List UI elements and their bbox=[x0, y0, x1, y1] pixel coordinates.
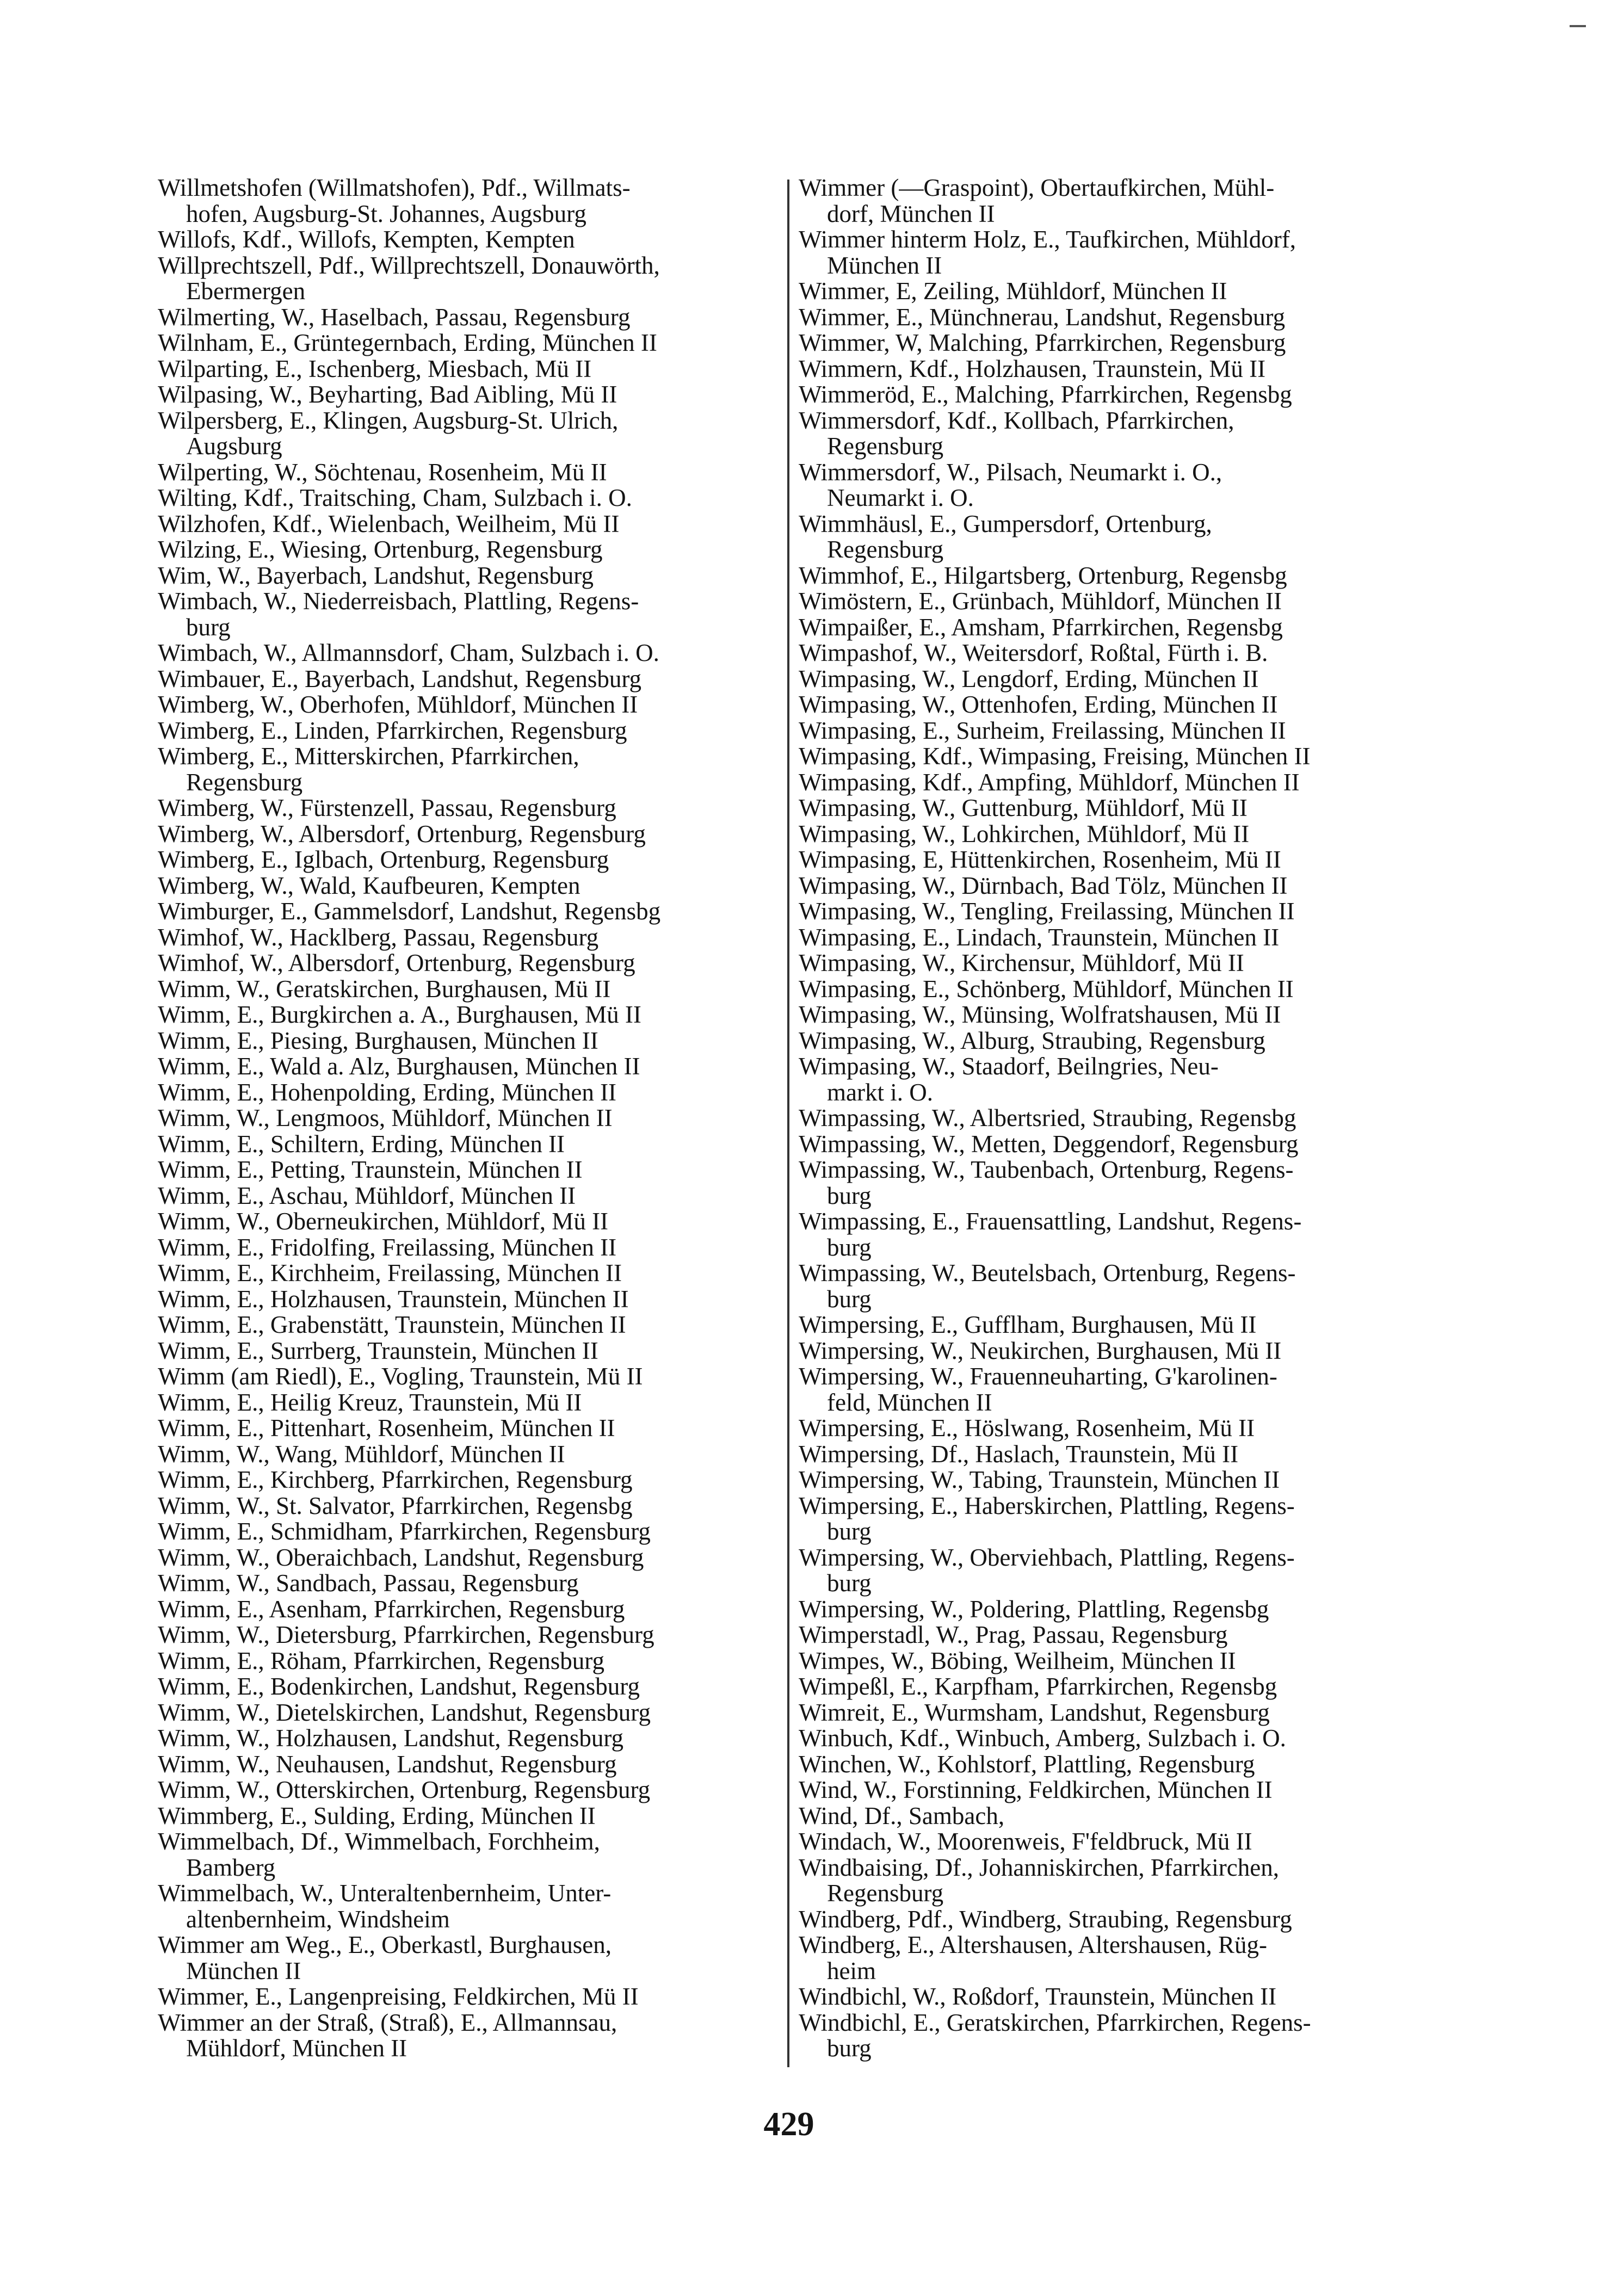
gazetteer-entry bbox=[799, 1157, 1452, 1209]
entry-continuation-line: heim bbox=[827, 1957, 876, 1985]
entry-line: Wimm, E., Piesing, Burghausen, München II bbox=[158, 1027, 598, 1054]
entry-line: Wimmeröd, E., Malching, Pfarrkirchen, Regensbg bbox=[799, 381, 1292, 408]
gazetteer-entry bbox=[799, 873, 1452, 899]
gazetteer-entry bbox=[799, 1002, 1452, 1028]
entry-line: Wimmelbach, Df., Wimmelbach, Forchheim, bbox=[158, 1828, 600, 1855]
entry-line: Wimm, E., Fridolfing, Freilassing, München II bbox=[158, 1233, 617, 1261]
gazetteer-entry bbox=[158, 1390, 783, 1416]
gazetteer-entry bbox=[799, 1260, 1452, 1312]
entry-line: Windbichl, E., Geratskirchen, Pfarrkirchen, Regens- bbox=[799, 2008, 1311, 2036]
entry-line: Wind, W., Forstinning, Feldkirchen, München II bbox=[799, 1776, 1273, 1803]
entry-line: Wimpersing, W., Oberviehbach, Plattling, Regens- bbox=[799, 1543, 1295, 1571]
entry-line: Wimpassing, W., Taubenbach, Ortenburg, Regens- bbox=[799, 1156, 1294, 1183]
entry-continuation-line: Neumarkt i. O. bbox=[827, 484, 974, 511]
gazetteer-entry bbox=[158, 1132, 783, 1158]
left-column bbox=[158, 175, 783, 2062]
entry-line: Winchen, W., Kohlstorf, Plattling, Regensburg bbox=[799, 1750, 1255, 1778]
gazetteer-entry bbox=[158, 1803, 783, 1829]
entry-line: Wimpersing, E., Höslwang, Rosenheim, Mü II bbox=[799, 1414, 1255, 1442]
entry-line: Wimm, W., St. Salvator, Pfarrkirchen, Regensbg bbox=[158, 1492, 633, 1519]
entry-line: Wimm (am Riedl), E., Vogling, Traunstein, Mü II bbox=[158, 1363, 643, 1390]
entry-line: Wimm, E., Burgkirchen a. A., Burghausen, Mü II bbox=[158, 1001, 641, 1028]
entry-line: Wimm, W., Oberaichbach, Landshut, Regensburg bbox=[158, 1543, 644, 1571]
entry-line: Wimm, W., Dietelskirchen, Landshut, Regensburg bbox=[158, 1698, 651, 1726]
entry-continuation-line: burg bbox=[827, 1182, 872, 1209]
gazetteer-entry bbox=[799, 615, 1452, 641]
entry-continuation-line: Bamberg bbox=[186, 1853, 276, 1881]
entry-continuation-line: burg bbox=[827, 2035, 872, 2062]
entry-line: Wimpasing, W., Lohkirchen, Mühldorf, Mü II bbox=[799, 820, 1250, 848]
entry-line: Wimpassing, W., Metten, Deggendorf, Regensburg bbox=[799, 1130, 1299, 1158]
page-number: 429 bbox=[763, 2106, 814, 2143]
gazetteer-entry bbox=[799, 511, 1452, 563]
gazetteer-entry bbox=[799, 1622, 1452, 1648]
entry-line: Wimmer, E., Münchnerau, Landshut, Regensburg bbox=[799, 303, 1286, 331]
gazetteer-entry bbox=[158, 356, 783, 382]
gazetteer-entry bbox=[799, 1829, 1452, 1855]
entry-line: Wimreit, E., Wurmsham, Landshut, Regensburg bbox=[799, 1698, 1270, 1726]
gazetteer-entry bbox=[158, 408, 783, 460]
entry-line: Wimm, W., Otterskirchen, Ortenburg, Regensburg bbox=[158, 1776, 651, 1803]
entry-continuation-line: hofen, Augsburg-St. Johannes, Augsburg bbox=[186, 200, 586, 227]
entry-line: Wimberg, W., Wald, Kaufbeuren, Kempten bbox=[158, 871, 581, 899]
gazetteer-entry bbox=[158, 227, 783, 253]
gazetteer-entry bbox=[158, 1622, 783, 1648]
gazetteer-entry bbox=[158, 1157, 783, 1183]
entry-line: Wimpasing, E., Schönberg, Mühldorf, München II bbox=[799, 975, 1294, 1003]
entry-continuation-line: burg bbox=[827, 1285, 872, 1313]
gazetteer-entry bbox=[799, 227, 1452, 279]
gazetteer-entry bbox=[158, 1752, 783, 1778]
entry-line: Wimpes, W., Böbing, Weilheim, München II bbox=[799, 1647, 1236, 1674]
gazetteer-entry bbox=[158, 563, 783, 589]
entry-line: Wimhof, W., Albersdorf, Ortenburg, Regensburg bbox=[158, 949, 635, 976]
entry-line: Wimpasing, W., Kirchensur, Mühldorf, Mü II bbox=[799, 949, 1244, 976]
entry-line: Wimpasing, W., Alburg, Straubing, Regensburg bbox=[799, 1027, 1265, 1054]
gazetteer-entry bbox=[158, 1467, 783, 1493]
gazetteer-entry bbox=[158, 1105, 783, 1132]
entry-line: Wimm, E., Schmidham, Pfarrkirchen, Regensburg bbox=[158, 1518, 651, 1545]
entry-line: Wimm, E., Aschau, Mühldorf, München II bbox=[158, 1182, 576, 1209]
entry-line: Wilmerting, W., Haselbach, Passau, Regensburg bbox=[158, 303, 631, 331]
entry-line: Wimmer hinterm Holz, E., Taufkirchen, Mühldorf, bbox=[799, 226, 1296, 253]
entry-line: Wimberg, E., Linden, Pfarrkirchen, Regensburg bbox=[158, 716, 627, 744]
entry-line: Wimpasing, Kdf., Wimpasing, Freising, München II bbox=[799, 743, 1311, 770]
entry-line: Wilpersberg, E., Klingen, Augsburg-St. Ulrich, bbox=[158, 406, 619, 434]
entry-continuation-line: markt i. O. bbox=[827, 1078, 933, 1106]
entry-continuation-line: Regensburg bbox=[827, 432, 944, 460]
gazetteer-entry bbox=[158, 1002, 783, 1028]
entry-line: Wimpasing, W., Dürnbach, Bad Tölz, München II bbox=[799, 871, 1288, 899]
entry-line: Wim, W., Bayerbach, Landshut, Regensburg bbox=[158, 561, 594, 589]
gazetteer-entry bbox=[799, 899, 1452, 925]
entry-line: Wimpasing, E, Hüttenkirchen, Rosenheim, Mü II bbox=[799, 846, 1281, 873]
gazetteer-entry bbox=[799, 950, 1452, 976]
entry-line: Wimperstadl, W., Prag, Passau, Regensburg bbox=[799, 1621, 1228, 1648]
gazetteer-entry bbox=[158, 1984, 783, 2010]
entry-line: Wimm, W., Geratskirchen, Burghausen, Mü II bbox=[158, 975, 611, 1003]
entry-line: Wimmberg, E., Sulding, Erding, München II bbox=[158, 1802, 596, 1829]
gazetteer-entry bbox=[158, 175, 783, 227]
gazetteer-entry bbox=[158, 1829, 783, 1881]
entry-line: Wimmern, Kdf., Holzhausen, Traunstein, Mü II bbox=[799, 355, 1266, 382]
gazetteer-entry bbox=[158, 1493, 783, 1519]
entry-line: Wimpasing, E., Lindach, Traunstein, München II bbox=[799, 923, 1280, 951]
gazetteer-entry bbox=[158, 253, 783, 305]
entry-line: Wimöstern, E., Grünbach, Mühldorf, München II bbox=[799, 588, 1282, 615]
gazetteer-entry bbox=[158, 1287, 783, 1313]
entry-line: Wimpersing, W., Poldering, Plattling, Regensbg bbox=[799, 1595, 1269, 1623]
gazetteer-entry bbox=[799, 1364, 1452, 1415]
entry-line: Wimpaißer, E., Amsham, Pfarrkirchen, Regensbg bbox=[799, 613, 1283, 641]
gazetteer-entry bbox=[799, 821, 1452, 848]
entry-line: Wimpeßl, E., Karpfham, Pfarrkirchen, Regensbg bbox=[799, 1673, 1277, 1700]
gazetteer-entry bbox=[799, 305, 1452, 331]
entry-line: Wimpasing, Kdf., Ampfing, Mühldorf, München II bbox=[799, 768, 1300, 796]
gazetteer-entry bbox=[158, 873, 783, 899]
gazetteer-entry bbox=[799, 330, 1452, 356]
gazetteer-entry bbox=[158, 950, 783, 976]
entry-line: Wimm, E., Pittenhart, Rosenheim, München II bbox=[158, 1414, 615, 1442]
gazetteer-entry bbox=[799, 1415, 1452, 1442]
entry-line: Wilzhofen, Kdf., Wielenbach, Weilheim, Mü II bbox=[158, 510, 620, 537]
entry-line: Wimm, E., Petting, Traunstein, München II bbox=[158, 1156, 583, 1183]
gazetteer-entry bbox=[799, 1132, 1452, 1158]
entry-line: Wimmer, E., Langenpreising, Feldkirchen, Mü II bbox=[158, 1983, 639, 2010]
entry-line: Wimpersing, E., Haberskirchen, Plattling, Regens- bbox=[799, 1492, 1295, 1519]
gazetteer-entry bbox=[799, 1493, 1452, 1545]
gazetteer-entry bbox=[799, 1855, 1452, 1907]
gazetteer-entry bbox=[158, 899, 783, 925]
entry-line: Wimbach, W., Allmannsdorf, Cham, Sulzbach i. O. bbox=[158, 639, 659, 666]
gazetteer-entry bbox=[799, 1054, 1452, 1105]
gazetteer-entry bbox=[799, 1700, 1452, 1726]
entry-continuation-line: Ebermergen bbox=[186, 277, 306, 305]
entry-line: Wimm, E., Kirchheim, Freilassing, München II bbox=[158, 1259, 622, 1287]
gazetteer-entry bbox=[158, 692, 783, 718]
gazetteer-entry bbox=[158, 330, 783, 356]
entry-line: Wimm, W., Oberneukirchen, Mühldorf, Mü II bbox=[158, 1208, 609, 1235]
gazetteer-entry bbox=[158, 1648, 783, 1674]
entry-line: Wimpersing, E., Gufflham, Burghausen, Mü II bbox=[799, 1311, 1257, 1338]
entry-line: Wimm, W., Neuhausen, Landshut, Regensburg bbox=[158, 1750, 617, 1778]
gazetteer-entry bbox=[158, 666, 783, 693]
gazetteer-entry bbox=[799, 925, 1452, 951]
entry-line: Wimpasing, W., Lengdorf, Erding, München II bbox=[799, 665, 1259, 693]
entry-line: Wilparting, E., Ischenberg, Miesbach, Mü II bbox=[158, 355, 592, 382]
entry-line: Wimberg, E., Mitterskirchen, Pfarrkirchen, bbox=[158, 743, 579, 770]
entry-line: Wilperting, W., Söchtenau, Rosenheim, Mü II bbox=[158, 458, 607, 486]
entry-line: Wimmelbach, W., Unteraltenbernheim, Unter- bbox=[158, 1880, 612, 1907]
gazetteer-entry bbox=[158, 847, 783, 873]
entry-continuation-line: dorf, München II bbox=[827, 200, 995, 227]
entry-line: Wimmersdorf, W., Pilsach, Neumarkt i. O., bbox=[799, 458, 1222, 486]
entry-line: Wimpasing, W., Staadorf, Beilngries, Neu- bbox=[799, 1053, 1219, 1080]
gazetteer-entry bbox=[158, 460, 783, 486]
gazetteer-entry bbox=[799, 1648, 1452, 1674]
entry-line: Windach, W., Moorenweis, F'feldbruck, Mü II bbox=[799, 1828, 1252, 1855]
entry-line: Wimburger, E., Gammelsdorf, Landshut, Regensbg bbox=[158, 898, 661, 925]
gazetteer-entry bbox=[799, 408, 1452, 460]
gazetteer-entry bbox=[158, 537, 783, 563]
entry-line: Wimm, E., Schiltern, Erding, München II bbox=[158, 1130, 565, 1158]
entry-line: Wimpasing, W., Tengling, Freilassing, München II bbox=[799, 898, 1295, 925]
gazetteer-entry bbox=[158, 976, 783, 1003]
entry-line: Wimm, E., Wald a. Alz, Burghausen, München II bbox=[158, 1053, 640, 1080]
entry-line: Wilpasing, W., Beyharting, Bad Aibling, Mü II bbox=[158, 381, 618, 408]
entry-line: Wilnham, E., Grüntegernbach, Erding, München II bbox=[158, 329, 657, 356]
entry-continuation-line: burg bbox=[827, 1569, 872, 1597]
gazetteer-entry bbox=[158, 511, 783, 537]
gazetteer-entry bbox=[158, 1364, 783, 1390]
gazetteer-entry bbox=[158, 1881, 783, 1932]
entry-continuation-line: burg bbox=[186, 613, 231, 641]
entry-line: Wimm, E., Bodenkirchen, Landshut, Regensburg bbox=[158, 1673, 640, 1700]
entry-line: Wimmhof, E., Hilgartsberg, Ortenburg, Regensbg bbox=[799, 561, 1287, 589]
gazetteer-entry bbox=[158, 1442, 783, 1468]
entry-line: Wimm, E., Kirchberg, Pfarrkirchen, Regensburg bbox=[158, 1466, 633, 1493]
entry-line: Winbuch, Kdf., Winbuch, Amberg, Sulzbach i. O. bbox=[799, 1724, 1286, 1752]
entry-line: Wimm, E., Röham, Pfarrkirchen, Regensburg bbox=[158, 1647, 604, 1674]
gazetteer-entry bbox=[799, 1984, 1452, 2010]
entry-continuation-line: Regensburg bbox=[186, 768, 303, 796]
entry-line: Wimm, E., Surrberg, Traunstein, München II bbox=[158, 1337, 598, 1364]
gazetteer-entry bbox=[158, 821, 783, 848]
entry-line: Wimpassing, E., Frauensattling, Landshut, Regens- bbox=[799, 1208, 1302, 1235]
entry-continuation-line: altenbernheim, Windsheim bbox=[186, 1905, 450, 1933]
entry-line: Windberg, Pdf., Windberg, Straubing, Regensburg bbox=[799, 1905, 1292, 1933]
entry-line: Willofs, Kdf., Willofs, Kempten, Kempten bbox=[158, 226, 575, 253]
gazetteer-entry bbox=[799, 460, 1452, 511]
gazetteer-entry bbox=[158, 1777, 783, 1803]
entry-line: Windberg, E., Altershausen, Altershausen, Rüg- bbox=[799, 1931, 1267, 1958]
gazetteer-entry bbox=[799, 1752, 1452, 1778]
gazetteer-entry bbox=[158, 1571, 783, 1597]
gazetteer-entry bbox=[799, 718, 1452, 744]
gazetteer-entry bbox=[799, 563, 1452, 589]
entry-continuation-line: München II bbox=[827, 251, 942, 279]
entry-line: Wimmer am Weg., E., Oberkastl, Burghausen, bbox=[158, 1931, 612, 1958]
gazetteer-entry bbox=[158, 1183, 783, 1209]
entry-line: Wimberg, W., Albersdorf, Ortenburg, Regensburg bbox=[158, 820, 646, 848]
gazetteer-entry bbox=[799, 1338, 1452, 1364]
gazetteer-entry bbox=[158, 1028, 783, 1054]
entry-line: Wilting, Kdf., Traitsching, Cham, Sulzbach i. O. bbox=[158, 484, 632, 511]
entry-line: Wind, Df., Sambach, bbox=[799, 1802, 1005, 1829]
entry-line: Wimm, W., Sandbach, Passau, Regensburg bbox=[158, 1569, 579, 1597]
entry-line: Wimmer, E, Zeiling, Mühldorf, München II bbox=[799, 277, 1227, 305]
gazetteer-entry bbox=[158, 1338, 783, 1364]
entry-line: Wimpersing, W., Frauenneuharting, G'karolinen- bbox=[799, 1363, 1277, 1390]
gazetteer-entry bbox=[799, 1932, 1452, 1984]
gazetteer-entry bbox=[158, 925, 783, 951]
entry-line: Wimpersing, Df., Haslach, Traunstein, Mü II bbox=[799, 1440, 1239, 1468]
entry-line: Wimbauer, E., Bayerbach, Landshut, Regensburg bbox=[158, 665, 642, 693]
entry-line: Wimpasing, W., Ottenhofen, Erding, München II bbox=[799, 691, 1278, 718]
gazetteer-entry bbox=[158, 744, 783, 795]
entry-continuation-line: München II bbox=[186, 1957, 301, 1985]
gazetteer-entry bbox=[799, 1545, 1452, 1597]
entry-line: Wimm, W., Lengmoos, Mühldorf, München II bbox=[158, 1104, 613, 1132]
entry-line: Wimberg, W., Fürstenzell, Passau, Regensburg bbox=[158, 794, 616, 821]
gazetteer-entry bbox=[158, 718, 783, 744]
gazetteer-entry bbox=[158, 1519, 783, 1545]
entry-continuation-line: Regensburg bbox=[827, 1880, 944, 1907]
gazetteer-entry bbox=[799, 279, 1452, 305]
gazetteer-entry bbox=[158, 1932, 783, 1984]
gazetteer-entry bbox=[799, 795, 1452, 821]
entry-continuation-line: Regensburg bbox=[827, 536, 944, 563]
entry-line: Wimm, E., Heilig Kreuz, Traunstein, Mü II bbox=[158, 1388, 582, 1416]
entry-line: Wimm, W., Wang, Mühldorf, München II bbox=[158, 1440, 565, 1468]
gazetteer-entry bbox=[158, 1209, 783, 1235]
gazetteer-entry bbox=[158, 640, 783, 666]
gazetteer-entry bbox=[799, 1312, 1452, 1338]
gazetteer-entry bbox=[799, 2010, 1452, 2062]
gazetteer-entry bbox=[158, 1700, 783, 1726]
entry-continuation-line: burg bbox=[827, 1518, 872, 1545]
gazetteer-entry bbox=[799, 692, 1452, 718]
entry-continuation-line: burg bbox=[827, 1233, 872, 1261]
entry-line: Wimpassing, W., Albertsried, Straubing, Regensbg bbox=[799, 1104, 1296, 1132]
gazetteer-entry bbox=[158, 1726, 783, 1752]
gazetteer-entry bbox=[799, 1907, 1452, 1933]
gazetteer-entry bbox=[158, 1597, 783, 1623]
entry-line: Wimbach, W., Niederreisbach, Plattling, Regens- bbox=[158, 588, 639, 615]
gazetteer-entry bbox=[158, 1545, 783, 1571]
gazetteer-entry bbox=[799, 356, 1452, 382]
gazetteer-entry bbox=[799, 175, 1452, 227]
gazetteer-entry bbox=[158, 1080, 783, 1106]
entry-line: Wimpasing, W., Guttenburg, Mühldorf, Mü II bbox=[799, 794, 1248, 821]
gazetteer-entry bbox=[799, 589, 1452, 615]
gazetteer-entry bbox=[799, 1674, 1452, 1700]
gazetteer-entry bbox=[158, 485, 783, 511]
entry-continuation-line: Mühldorf, München II bbox=[186, 2035, 407, 2062]
gazetteer-entry bbox=[158, 589, 783, 640]
gazetteer-entry bbox=[799, 666, 1452, 693]
gazetteer-entry bbox=[799, 847, 1452, 873]
entry-continuation-line: Augsburg bbox=[186, 432, 282, 460]
entry-line: Wimm, E., Grabenstätt, Traunstein, München II bbox=[158, 1311, 626, 1338]
gazetteer-entry bbox=[158, 1235, 783, 1261]
entry-line: Wimpasing, E., Surheim, Freilassing, München II bbox=[799, 716, 1286, 744]
entry-line: Wimpersing, W., Tabing, Traunstein, München II bbox=[799, 1466, 1280, 1493]
column-divider bbox=[787, 180, 789, 2067]
gazetteer-entry bbox=[799, 1777, 1452, 1803]
gazetteer-entry bbox=[799, 1597, 1452, 1623]
corner-mark bbox=[1570, 25, 1586, 27]
gazetteer-entry bbox=[799, 1028, 1452, 1054]
entry-line: Willprechtszell, Pdf., Willprechtszell, Donauwörth, bbox=[158, 251, 660, 279]
gazetteer-entry bbox=[799, 1209, 1452, 1260]
entry-line: Wimberg, W., Oberhofen, Mühldorf, München II bbox=[158, 691, 638, 718]
entry-line: Wimberg, E., Iglbach, Ortenburg, Regensburg bbox=[158, 846, 609, 873]
entry-line: Wimmer (—Graspoint), Obertaufkirchen, Mühl- bbox=[799, 174, 1275, 201]
gazetteer-entry bbox=[799, 382, 1452, 408]
gazetteer-entry bbox=[158, 795, 783, 821]
entry-line: Wimm, W., Dietersburg, Pfarrkirchen, Regensburg bbox=[158, 1621, 654, 1648]
gazetteer-entry bbox=[799, 1803, 1452, 1829]
gazetteer-entry bbox=[799, 640, 1452, 666]
gazetteer-entry bbox=[158, 2010, 783, 2062]
gazetteer-entry bbox=[799, 770, 1452, 796]
gazetteer-entry bbox=[158, 1312, 783, 1338]
gazetteer-entry bbox=[158, 1415, 783, 1442]
entry-line: Wimpassing, W., Beutelsbach, Ortenburg, Regens- bbox=[799, 1259, 1296, 1287]
entry-line: Wimm, E., Holzhausen, Traunstein, München II bbox=[158, 1285, 629, 1313]
entry-continuation-line: feld, München II bbox=[827, 1388, 992, 1416]
gazetteer-entry bbox=[799, 976, 1452, 1003]
gazetteer-entry bbox=[799, 1105, 1452, 1132]
gazetteer-entry bbox=[158, 382, 783, 408]
entry-line: Wimm, W., Holzhausen, Landshut, Regensburg bbox=[158, 1724, 624, 1752]
entry-line: Wimhof, W., Hacklberg, Passau, Regensburg bbox=[158, 923, 599, 951]
entry-line: Wimm, E., Asenham, Pfarrkirchen, Regensburg bbox=[158, 1595, 625, 1623]
gazetteer-entry bbox=[158, 1054, 783, 1080]
entry-line: Wimpashof, W., Weitersdorf, Roßtal, Fürth i. B. bbox=[799, 639, 1268, 666]
right-column bbox=[799, 175, 1452, 2062]
entry-line: Windbichl, W., Roßdorf, Traunstein, München II bbox=[799, 1983, 1277, 2010]
entry-line: Wimpasing, W., Münsing, Wolfratshausen, Mü II bbox=[799, 1001, 1281, 1028]
entry-line: Wimmhäusl, E., Gumpersdorf, Ortenburg, bbox=[799, 510, 1212, 537]
entry-line: Willmetshofen (Willmatshofen), Pdf., Willmats- bbox=[158, 174, 631, 201]
entry-line: Windbaising, Df., Johanniskirchen, Pfarrkirchen, bbox=[799, 1853, 1279, 1881]
gazetteer-entry bbox=[799, 1442, 1452, 1468]
gazetteer-entry bbox=[799, 744, 1452, 770]
gazetteer-entry bbox=[799, 1467, 1452, 1493]
entry-line: Wilzing, E., Wiesing, Ortenburg, Regensburg bbox=[158, 536, 603, 563]
gazetteer-entry bbox=[158, 305, 783, 331]
entry-line: Wimpersing, W., Neukirchen, Burghausen, Mü II bbox=[799, 1337, 1282, 1364]
entry-line: Wimm, E., Hohenpolding, Erding, München II bbox=[158, 1078, 617, 1106]
entry-line: Wimmersdorf, Kdf., Kollbach, Pfarrkirchen, bbox=[799, 406, 1234, 434]
entry-line: Wimmer an der Straß, (Straß), E., Allmannsau, bbox=[158, 2008, 618, 2036]
entry-line: Wimmer, W, Malching, Pfarrkirchen, Regensburg bbox=[799, 329, 1286, 356]
gazetteer-entry bbox=[799, 1726, 1452, 1752]
gazetteer-entry bbox=[158, 1260, 783, 1287]
gazetteer-entry bbox=[158, 1674, 783, 1700]
